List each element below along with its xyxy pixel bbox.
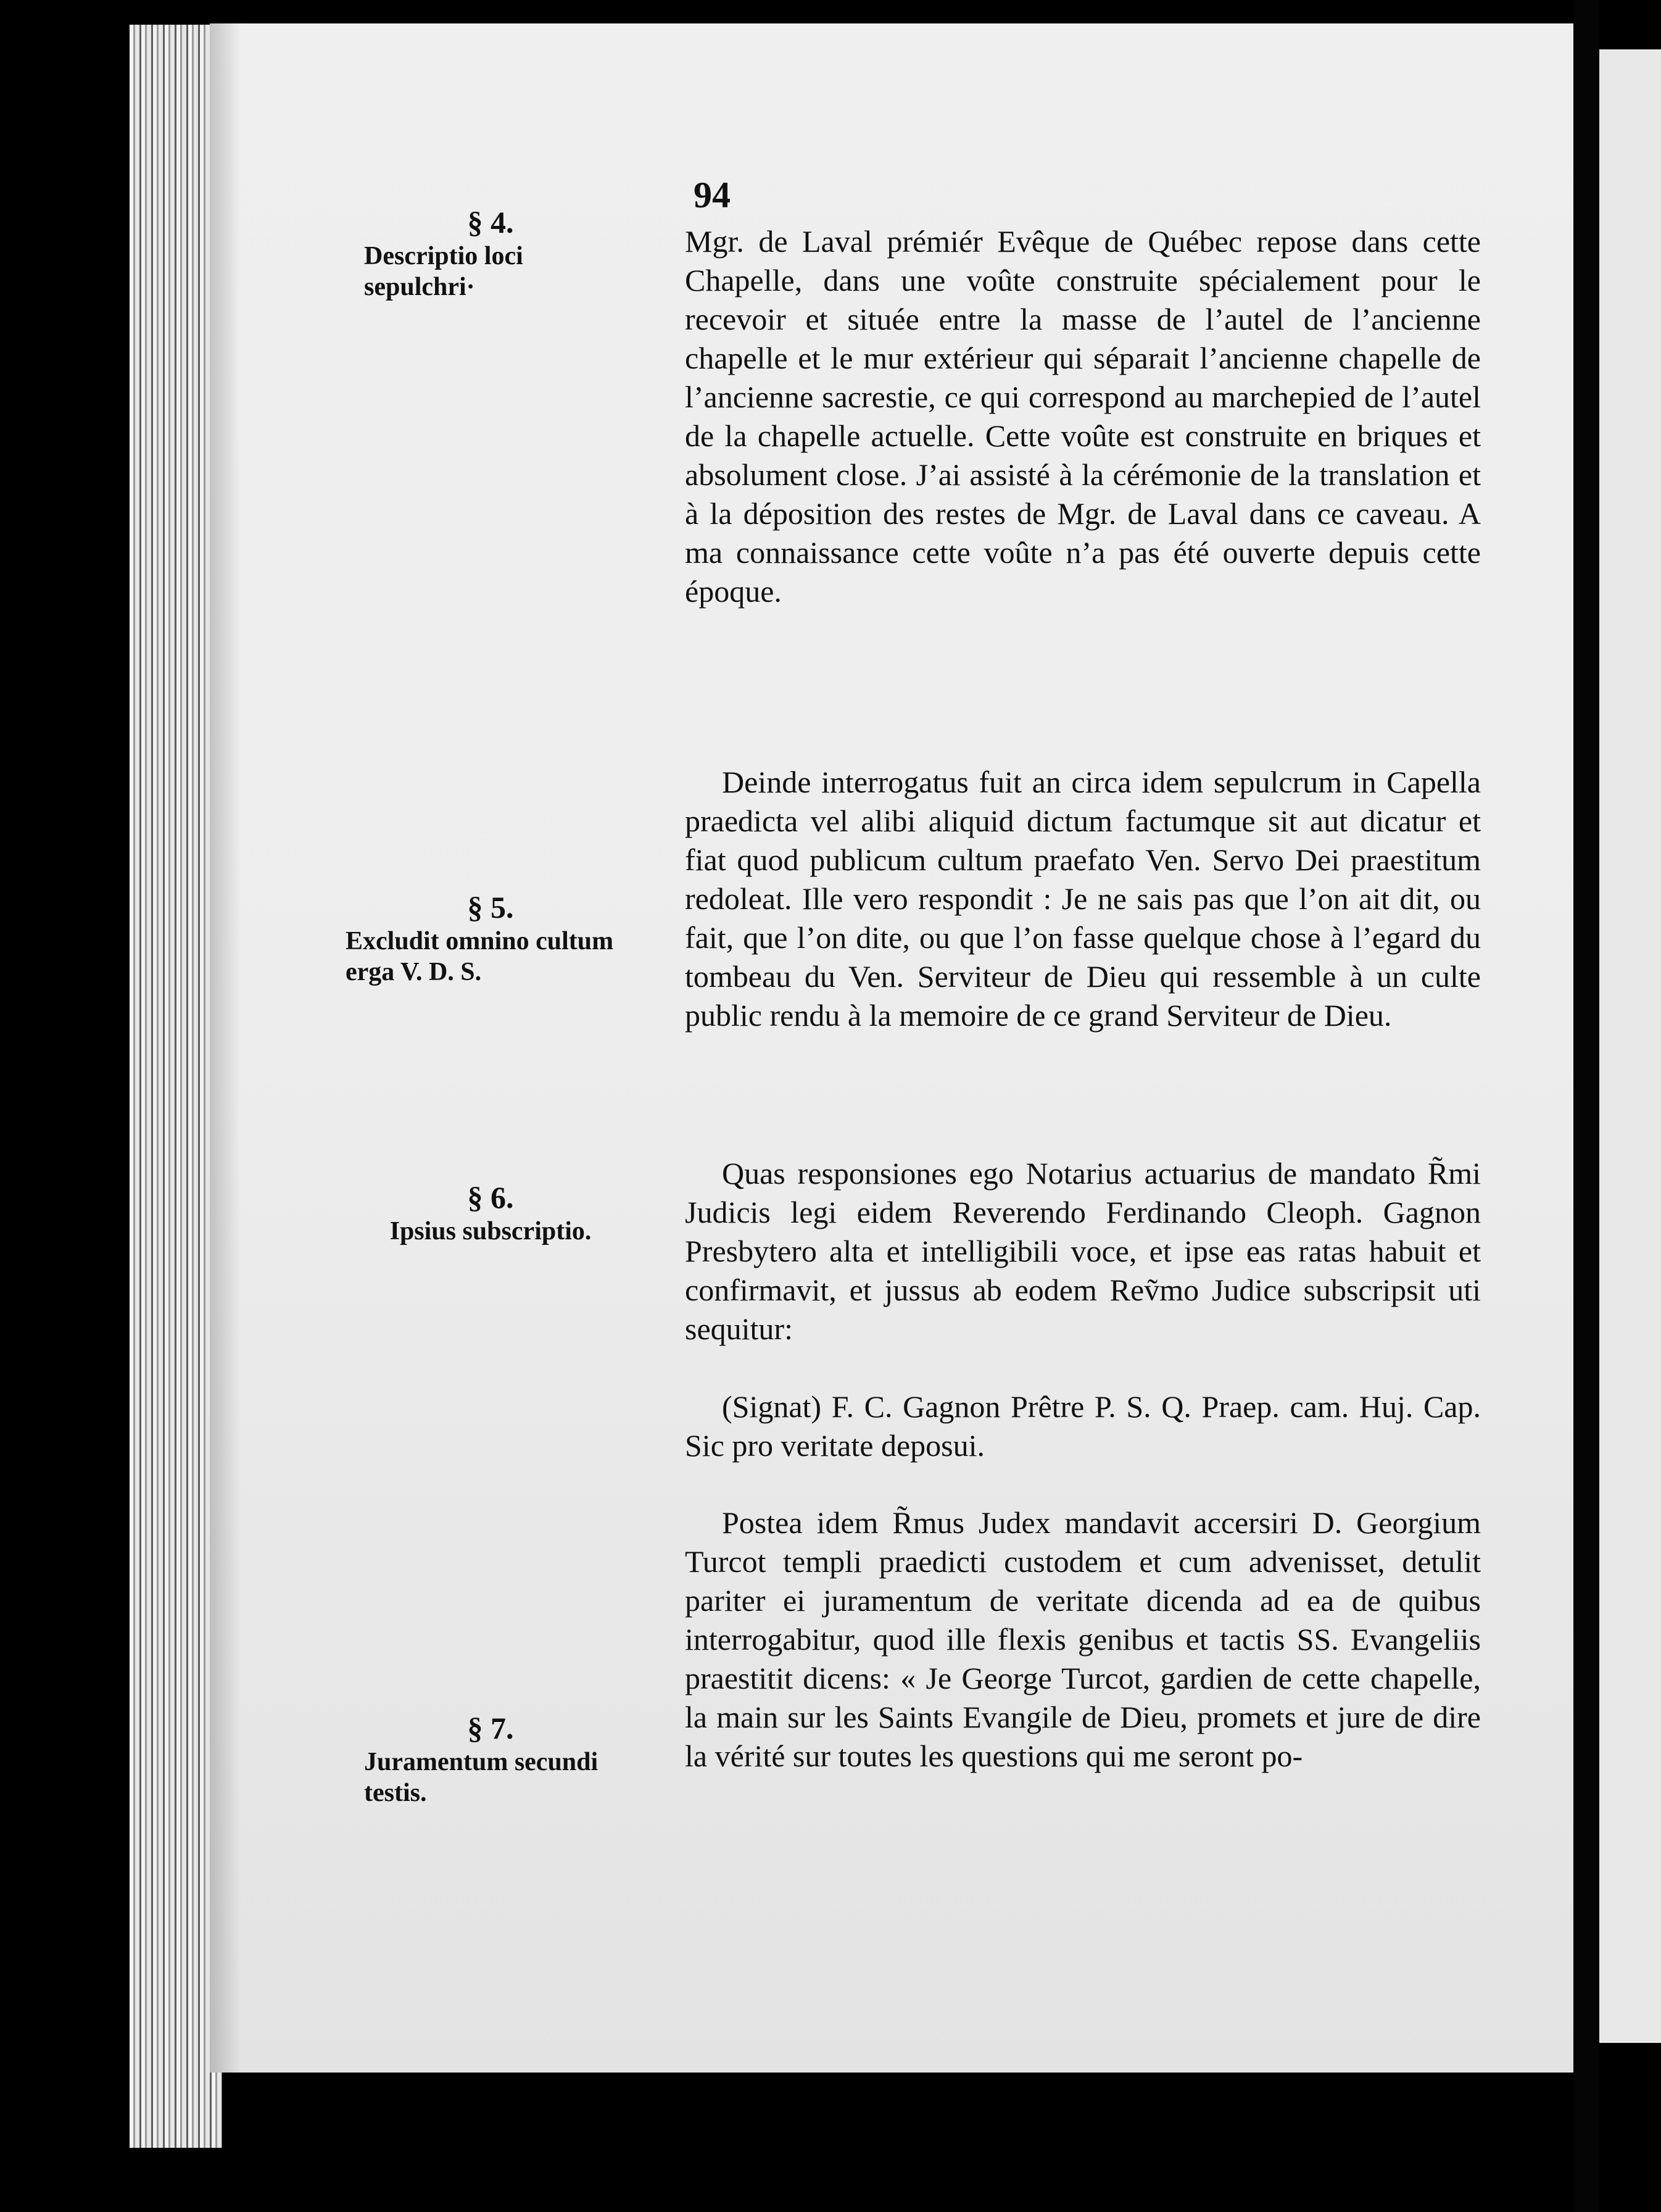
book-page-edges — [130, 25, 222, 2148]
margin-note-7 — [346, 1710, 636, 1808]
facing-page-edge — [1599, 49, 1661, 2043]
margin-note-label: Juramentum secundi testis. — [364, 1748, 599, 1807]
margin-note-label: Excludit omnino cultum erga V. D. S. — [346, 927, 614, 986]
margin-note-5 — [346, 889, 636, 988]
book-gutter — [1573, 0, 1599, 2212]
body-paragraph-4 — [685, 1387, 1481, 1465]
margin-note-label: Ipsius subscriptio. — [389, 1217, 592, 1245]
margin-note-section: § 7. — [467, 1711, 514, 1745]
paragraph-text: Deinde interrogatus fuit an circa idem sepulcrum in Capella praedicta vel alibi aliquid dictum factumque sit aut dicatur et fiat quod publicum cultum praefato Ven. Servo Dei praestitum redoleat. Ille vero respondit : Je ne sais pas que l’on ait dit, ou fait, que l’on dite, ou que l’on fasse quelque chose à l’egard du tombeau du Ven. Serviteur de Dieu qui ressemble à un culte public rendu à la memoire de ce grand Serviteur de Dieu. — [685, 765, 1481, 1033]
body-paragraph-3 — [685, 1154, 1481, 1349]
margin-note-6 — [346, 1179, 636, 1247]
margin-note-section: § 5. — [467, 890, 514, 925]
paragraph-text: Quas responsiones ego Notarius actuarius de mandato R̃mi Judicis legi eidem Reverendo Ferdinando Cleoph. Gagnon Presbytero alta et intelligibili voce, et ipse eas ratas habuit et confirmavit, et jussus ab eodem Reṽmo Judice subscripsit uti sequitur: — [685, 1156, 1481, 1346]
paragraph-text: Postea idem R̃mus Judex mandavit accersiri D. Georgium Turcot templi praedicti custodem et cum advenisset, detulit pariter ei juramentum de veritate dicenda ad ea de quibus interrogabitur, quod ille flexis genibus et tactis SS. Evangeliis praestitit dicens: « Je George Turcot, gardien de cette chapelle, la main sur les Saints Evangile de Dieu, promets et jure de dire la vérité sur toutes les questions qui me seront po- — [685, 1505, 1481, 1773]
paragraph-text: Mgr. de Laval prémiér Evêque de Québec repose dans cette Chapelle, dans une voûte construite spécialement pour le recevoir et située entre la masse de l’autel de l’ancienne chapelle et le mur extérieur qui séparait l’ancienne chapelle de l’ancienne sacrestie, ce qui correspond au marchepied de l’autel de la chapelle actuelle. Cette voûte est construite en briques et absolument close. J’ai assisté à la cérémonie de la translation et à la déposition des restes de Mgr. de Laval dans ce caveau. A ma connaissance cette voûte n’a pas été ouverte depuis cette époque. — [685, 224, 1481, 609]
margin-note-section: § 6. — [467, 1180, 514, 1215]
body-paragraph-5 — [685, 1503, 1481, 1776]
paragraph-text: (Signat) F. C. Gagnon Prêtre P. S. Q. Praep. cam. Huj. Cap. Sic pro veritate deposui. — [685, 1389, 1481, 1463]
margin-note-4 — [346, 204, 636, 302]
page-number: 94 — [694, 175, 731, 215]
margin-note-label: Descriptio loci sepulchri· — [364, 242, 523, 301]
margin-note-section: § 4. — [467, 205, 514, 239]
body-paragraph-1 — [685, 222, 1481, 611]
body-paragraph-2 — [685, 763, 1481, 1035]
